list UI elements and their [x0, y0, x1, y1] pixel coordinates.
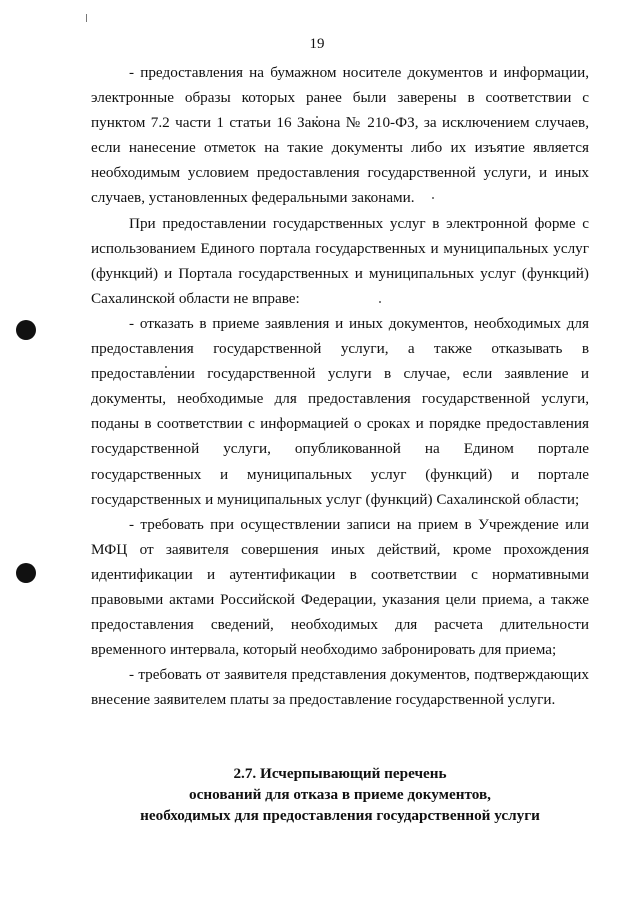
paragraph: - предоставления на бумажном носителе документов и информации, электронные образы которых ранее были заверены в соответствии с пунктом 7.2 части 1 статьи 16 Закона № 210-ФЗ, за исключением случаев, если нанесение отметок на такие документы либо их изъятие является необходимым условием предоставления государственной услуги, и иных случаев, установленных федеральными законами. — [91, 64, 589, 207]
section-heading-line: необходимых для предоставления государственной услуги — [140, 807, 540, 824]
section-heading — [91, 763, 589, 826]
paragraph: - требовать при осуществлении записи на прием в Учреждение или МФЦ от заявителя совершения иных действий, кроме прохождения идентификации и аутентификации в соответствии с нормативными правовыми актами Российской Федерации, указания цели приема, а также предоставления сведений, необходимых для расчета длительности временного интервала, который необходимо забронировать для приема; — [91, 515, 589, 659]
scan-mark — [86, 14, 87, 22]
punch-hole — [16, 563, 36, 583]
page-number: 19 — [309, 36, 325, 52]
section-heading-line: оснований для отказа в приеме документов, — [189, 786, 491, 803]
punch-hole — [16, 320, 36, 340]
section-heading-line: 2.7. Исчерпывающий перечень — [233, 765, 447, 782]
paragraph: - отказать в приеме заявления и иных документов, необходимых для предоставления государственной услуги, а также отказывать в предоставлении государственной услуги в случае, если заявление и документы, необходимые для предоставления государственной услуги, поданы в соответствии с информацией о сроках и порядке предоставления государственной услуги, опубликованной на Едином портале государственных и муниципальных услуг (функций) и портале государственных и муниципальных услуг (функций) Сахалинской области; — [91, 314, 589, 508]
paragraph: При предоставлении государственных услуг в электронной форме с использованием Единого портала государственных и муниципальных услуг (функций) и Портала государственных и муниципальных услуг (функций) Сахалинской области не вправе: — [91, 214, 589, 307]
body-text — [91, 60, 589, 712]
paragraph: - требовать от заявителя представления документов, подтверждающих внесение заявителем платы за предоставление государственной услуги. — [91, 666, 589, 709]
